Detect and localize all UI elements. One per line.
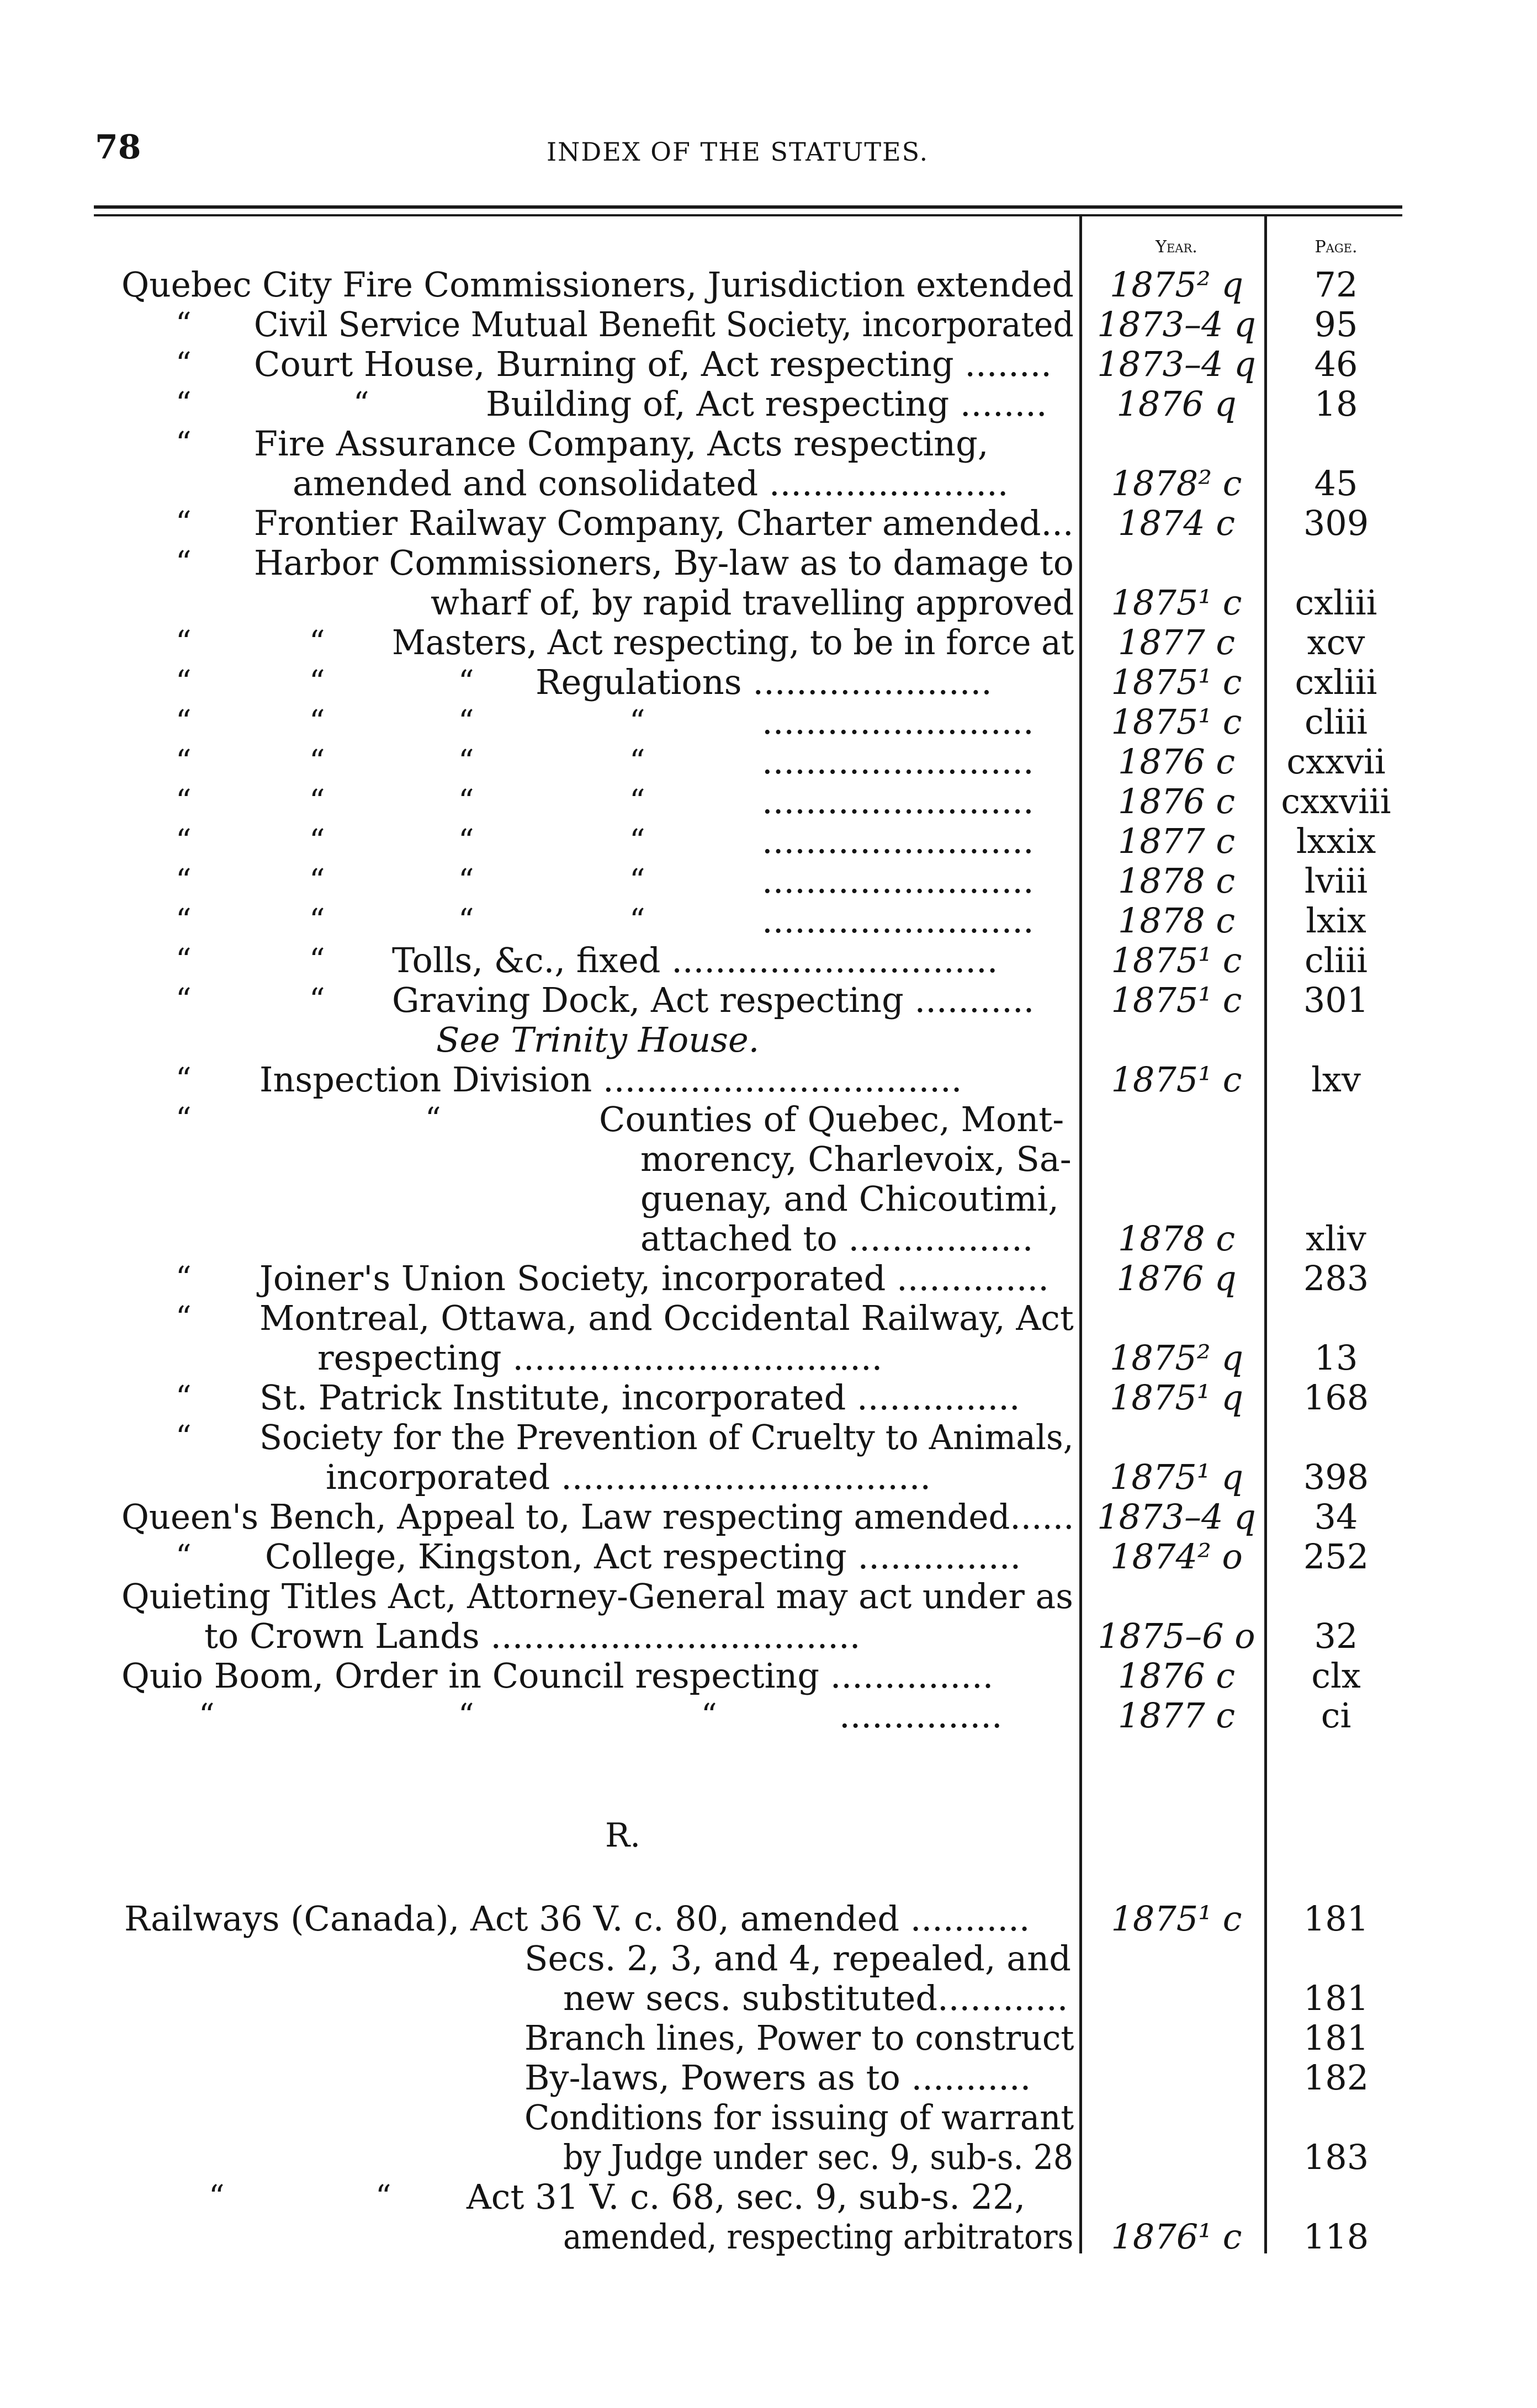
entry-year: 1875¹ c [1111,940,1242,980]
ditto-mark: “ [629,823,645,859]
entry-text: Montreal, Ottawa, and Occidental Railway, Act [259,1298,1074,1338]
entry-year: 1875¹ c [1111,582,1242,623]
ditto-mark: “ [353,386,369,422]
entry-year: 1877 c [1117,622,1236,662]
ditto-mark: “ [176,505,192,541]
entry-page: 46 [1314,344,1358,384]
entry-text: new secs. substituted............ [563,1978,1068,2018]
entry-year: 1875¹ c [1111,662,1242,702]
entry-text: ......................... [762,702,1034,742]
ditto-mark: “ [309,783,325,819]
ditto-mark: “ [629,704,645,740]
ditto-mark: “ [458,744,474,779]
entry-text: Society for the Prevention of Cruelty to Animals, [259,1417,1074,1457]
entry-page: 34 [1314,1497,1358,1537]
entry-page: lxv [1311,1059,1361,1100]
top-rule [94,205,1402,209]
entry-page: 301 [1303,980,1369,1020]
entry-year: 1875² q [1109,264,1244,305]
entry-year: 1875¹ q [1109,1377,1244,1418]
entry-year: 1875–6 o [1098,1616,1255,1656]
entry-page: 283 [1303,1258,1369,1298]
entry-text: guenay, and Chicoutimi, [640,1179,1059,1219]
entry-page: 398 [1303,1457,1369,1497]
entry-year: 1876 c [1117,741,1236,782]
entry-page: 72 [1314,264,1358,305]
entry-text: amended, respecting arbitrators [563,2216,1074,2257]
ditto-mark: “ [176,744,192,779]
entry-page: lxxix [1296,821,1376,861]
entry-text: amended and consolidated ...................... [293,463,1009,503]
entry-page: lxix [1306,900,1366,941]
entry-page: 183 [1303,2137,1369,2177]
entry-year: 1876¹ c [1111,2216,1242,2257]
entry-page: cxliii [1295,582,1377,623]
entry-year: 1874 c [1117,503,1236,543]
entry-page: 18 [1314,384,1358,424]
ditto-mark: “ [176,624,192,660]
entry-text: Joiner's Union Society, incorporated .............. [259,1258,1049,1298]
ditto-mark: “ [458,823,474,859]
ditto-mark: “ [629,783,645,819]
entry-year: 1875¹ c [1111,980,1242,1020]
ditto-mark: “ [176,306,192,342]
ditto-mark: “ [176,1539,192,1574]
ditto-mark: “ [176,346,192,382]
ditto-mark: “ [176,386,192,422]
entry-page: cliii [1304,940,1368,980]
ditto-mark: “ [629,903,645,938]
ditto-mark: “ [309,704,325,740]
ditto-mark: “ [176,704,192,740]
entry-year: 1876 c [1117,1656,1236,1696]
entry-page: cxliii [1295,662,1377,702]
entry-year: 1873–4 q [1097,304,1256,344]
entry-year: 1878 c [1117,1218,1236,1259]
running-title: INDEX OF THE STATUTES. [547,137,929,167]
entry-text: by Judge under sec. 9, sub-s. 28 [563,2137,1074,2177]
entry-text: Graving Dock, Act respecting ........... [392,980,1035,1020]
entry-page: cxxvii [1286,741,1386,782]
ditto-mark: “ [176,982,192,1018]
entry-year: 1875² q [1109,1338,1244,1378]
ditto-mark: “ [309,744,325,779]
ditto-mark: “ [458,863,474,899]
entry-page: ci [1321,1695,1352,1736]
ditto-mark: “ [176,1062,192,1097]
entry-text: ............... [839,1695,1003,1736]
entry-text: Queen's Bench, Appeal to, Law respecting amended...... [121,1497,1074,1537]
entry-text: By-laws, Powers as to ........... [524,2057,1031,2098]
ditto-mark: “ [176,863,192,899]
ditto-mark: “ [176,1300,192,1336]
entry-text: ......................... [762,741,1034,782]
ditto-mark: “ [176,545,192,581]
entry-text: ......................... [762,861,1034,901]
entry-page: 181 [1303,1978,1369,2018]
entry-page: lviii [1304,861,1368,901]
entry-text: Regulations ...................... [536,662,992,702]
ditto-mark: “ [176,1260,192,1296]
top-rule-double [94,214,1402,216]
ditto-mark: “ [176,664,192,700]
entry-year: 1875¹ q [1109,1457,1244,1497]
entry-text: ......................... [762,900,1034,941]
entry-year: 1873–4 q [1097,344,1256,384]
entry-text: Harbor Commissioners, By-law as to damage to [254,543,1074,583]
entry-year: 1878 c [1117,900,1236,941]
see-reference: See Trinity House. [436,1020,760,1060]
entry-year: 1875¹ c [1111,702,1242,742]
entry-text: Building of, Act respecting ........ [486,384,1047,424]
entry-text: incorporated .................................. [326,1457,931,1497]
entry-text: Fire Assurance Company, Acts respecting, [254,423,989,464]
entry-page: cxxviii [1281,781,1391,821]
entry-text: Counties of Quebec, Mont- [599,1099,1064,1139]
page-number: 78 [95,128,141,167]
entry-year: 1877 c [1117,821,1236,861]
ditto-mark: “ [176,783,192,819]
entry-year: 1875¹ c [1111,1059,1242,1100]
entry-year: 1878 c [1117,861,1236,901]
entry-year: 1875¹ c [1111,1898,1242,1939]
entry-text: St. Patrick Institute, incorporated ............... [259,1377,1020,1418]
ditto-mark: “ [309,664,325,700]
entry-page: 181 [1303,1898,1369,1939]
section-letter: R. [605,1816,641,1855]
ditto-mark: “ [629,863,645,899]
entry-text: Branch lines, Power to construct [524,2018,1074,2058]
ditto-mark: “ [458,664,474,700]
entry-text: Court House, Burning of, Act respecting ........ [254,344,1052,384]
entry-text: Masters, Act respecting, to be in force at [392,622,1074,662]
entry-text: Conditions for issuing of warrant [524,2097,1074,2138]
ditto-mark: “ [176,903,192,938]
ditto-mark: “ [309,942,325,978]
ditto-mark: “ [176,942,192,978]
column-divider-year [1079,216,1082,2253]
entry-page: 95 [1314,304,1358,344]
entry-text: respecting .................................. [317,1338,883,1378]
entry-text: Civil Service Mutual Benefit Society, incorporated [254,304,1074,344]
ditto-mark: “ [176,1419,192,1455]
ditto-mark: “ [458,903,474,938]
entry-text: Quebec City Fire Commissioners, Jurisdiction extended [121,264,1074,305]
ditto-mark: “ [309,863,325,899]
entry-year: 1876 c [1117,781,1236,821]
ditto-mark: “ [375,2179,391,2215]
entry-page: 13 [1314,1338,1358,1378]
ditto-mark: “ [458,704,474,740]
entry-text: ......................... [762,781,1034,821]
entry-text: Quieting Titles Act, Attorney-General may act under as [121,1576,1073,1616]
ditto-mark: “ [309,903,325,938]
ditto-mark: “ [425,1101,441,1137]
ditto-mark: “ [701,1698,717,1733]
entry-year: 1876 q [1116,384,1237,424]
entry-page: cliii [1304,702,1368,742]
entry-page: 309 [1303,503,1369,543]
ditto-mark: “ [176,426,192,462]
entry-page: xcv [1307,622,1365,662]
entry-text: wharf of, by rapid travelling approved [431,582,1074,623]
entry-page: 118 [1303,2216,1369,2257]
entry-year: 1873–4 q [1097,1497,1256,1537]
entry-page: 168 [1303,1377,1369,1418]
entry-page: 32 [1314,1616,1358,1656]
entry-text: Tolls, &c., fixed .............................. [392,940,998,980]
entry-year: 1877 c [1117,1695,1236,1736]
entry-text: College, Kingston, Act respecting ............... [265,1536,1021,1577]
entry-text: Frontier Railway Company, Charter amended... [254,503,1074,543]
entry-text: attached to ................. [640,1218,1034,1259]
entry-page: 182 [1303,2057,1369,2098]
ditto-mark: “ [309,823,325,859]
entry-text: Inspection Division ................................. [259,1059,962,1100]
entry-text: Act 31 V. c. 68, sec. 9, sub-s. 22, [467,2177,1026,2217]
ditto-mark: “ [176,823,192,859]
ditto-mark: “ [309,624,325,660]
ditto-mark: “ [458,1698,474,1733]
entry-page: clx [1311,1656,1361,1696]
ditto-mark: “ [199,1698,215,1733]
entry-text: Quio Boom, Order in Council respecting ............... [121,1656,994,1696]
entry-year: 1876 q [1116,1258,1237,1298]
entry-year: 1874² o [1110,1536,1243,1577]
entry-text: to Crown Lands .................................. [204,1616,861,1656]
entry-text: ......................... [762,821,1034,861]
ditto-mark: “ [209,2179,225,2215]
ditto-mark: “ [176,1380,192,1415]
entry-page: 45 [1314,463,1358,503]
ditto-mark: “ [309,982,325,1018]
entry-page: 181 [1303,2018,1369,2058]
ditto-mark: “ [629,744,645,779]
entry-text: morency, Charlevoix, Sa- [640,1139,1072,1179]
entry-year: 1878² c [1111,463,1242,503]
page-column-header: Page. [1315,237,1358,257]
ditto-mark: “ [458,783,474,819]
entry-text: Railways (Canada), Act 36 V. c. 80, amended ........... [124,1898,1030,1939]
entry-page: xliv [1306,1218,1366,1259]
entry-text: Secs. 2, 3, and 4, repealed, and [524,1938,1071,1979]
ditto-mark: “ [176,1101,192,1137]
year-column-header: Year. [1156,237,1197,257]
entry-page: 252 [1303,1536,1369,1577]
